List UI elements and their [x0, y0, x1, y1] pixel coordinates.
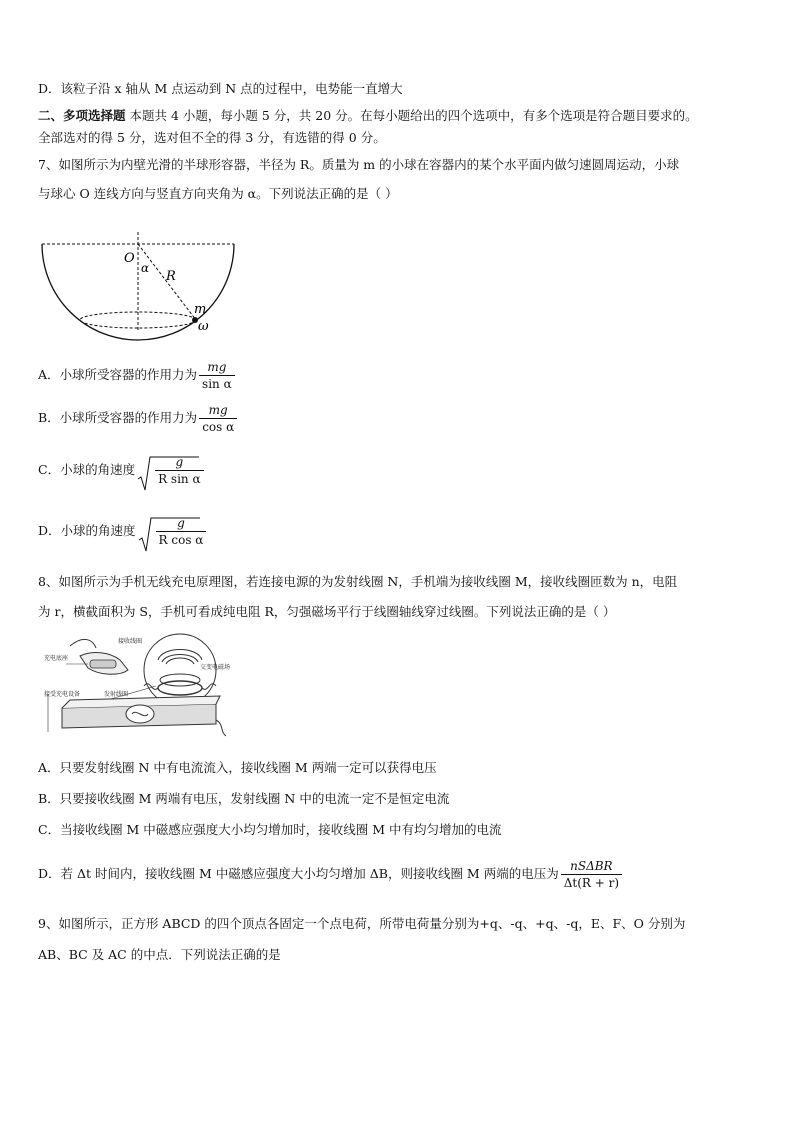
- q8-stem-line-2: 为 r，横截面积为 S，手机可看成纯电阻 R，匀强磁场平行于线圈轴线穿过线圈。下列说法正确的是（ ）: [38, 604, 616, 619]
- label-o: O: [124, 251, 135, 266]
- q8-option-b: B．只要接收线圈 M 两端有电压，发射线圈 N 中的电流一定不是恒定电流: [38, 791, 450, 806]
- label-receiving-device: 接受充电设备: [44, 691, 81, 698]
- hemisphere-figure: [38, 232, 238, 342]
- q8-option-c: C．当接收线圈 M 中磁感应强度大小均匀增加时，接收线圈 M 中有均匀增加的电流: [38, 822, 502, 837]
- q7-stem-line-1: 7、如图所示为内壁光滑的半球形容器，半径为 R。质量为 m 的小球在容器内的某个水平面内做匀速圆周运动，小球: [38, 157, 680, 172]
- q8-option-d: D．若 Δt 时间内，接收线圈 M 中磁感应强度大小均匀增加 ΔB，则接收线圈 M 两端的电压为 $\frac{\text{nSΔBR}}{\Delta t(R + r)}$: [38, 859, 622, 890]
- section-desc-1: 本题共 4 小题，每小题 5 分，共 20 分。在每小题给出的四个选项中，有多个选项是符合题目要求的。: [129, 108, 698, 123]
- section-header: [38, 107, 698, 125]
- label-m: m: [194, 302, 207, 317]
- section-title: 二、多项选择题: [38, 108, 126, 123]
- q7-option-a: A．小球所受容器的作用力为 $\frac{mg}{\text{sin α}}$: [38, 360, 235, 391]
- label-omega: ω: [198, 319, 209, 334]
- q8-option-a: A．只要发射线圈 N 中有电流流入，接收线圈 M 两端一定可以获得电压: [38, 760, 437, 775]
- section-desc-2: 全部选对的得 5 分，选对但不全的得 3 分，有选错的得 0 分。: [38, 130, 386, 145]
- q7-option-d: D．小球的角速度 $\frac{g}{\text{R cos α}}$: [38, 516, 206, 547]
- wireless-charging-figure: [40, 632, 230, 744]
- label-ac-field: 交变电磁场: [200, 664, 230, 671]
- option-d-previous: D．该粒子沿 x 轴从 M 点运动到 N 点的过程中，电势能一直增大: [38, 81, 403, 96]
- label-r: R: [166, 269, 176, 284]
- q7-stem-line-2: 与球心 O 连线方向与竖直方向夹角为 α。下列说法正确的是（ ）: [38, 186, 398, 201]
- label-transmit-coil: 发射线圈: [104, 691, 129, 698]
- q7-option-c: C．小球的角速度 $\frac{g}{\text{R sin α}}$: [38, 455, 204, 486]
- q8-stem-line-1: 8、如图所示为手机无线充电原理图，若连接电源的为发射线圈 N，手机端为接收线圈 M，接收线圈匝数为 n，电阻: [38, 574, 678, 589]
- q9-stem-line-2: AB、BC 及 AC 的中点．下列说法正确的是: [38, 947, 281, 962]
- label-receive-coil: 接收线圈: [118, 638, 143, 645]
- label-charging-base: 充电底座: [44, 655, 69, 662]
- label-alpha: α: [141, 261, 150, 275]
- q9-stem-line-1: 9、如图所示，正方形 ABCD 的四个顶点各固定一个点电荷，所带电荷量分别为+q、-q、+q、-q，E、F、O 分别为: [38, 916, 686, 931]
- q7-option-b: B．小球所受容器的作用力为 $\frac{mg}{\text{cos α}}$: [38, 403, 237, 434]
